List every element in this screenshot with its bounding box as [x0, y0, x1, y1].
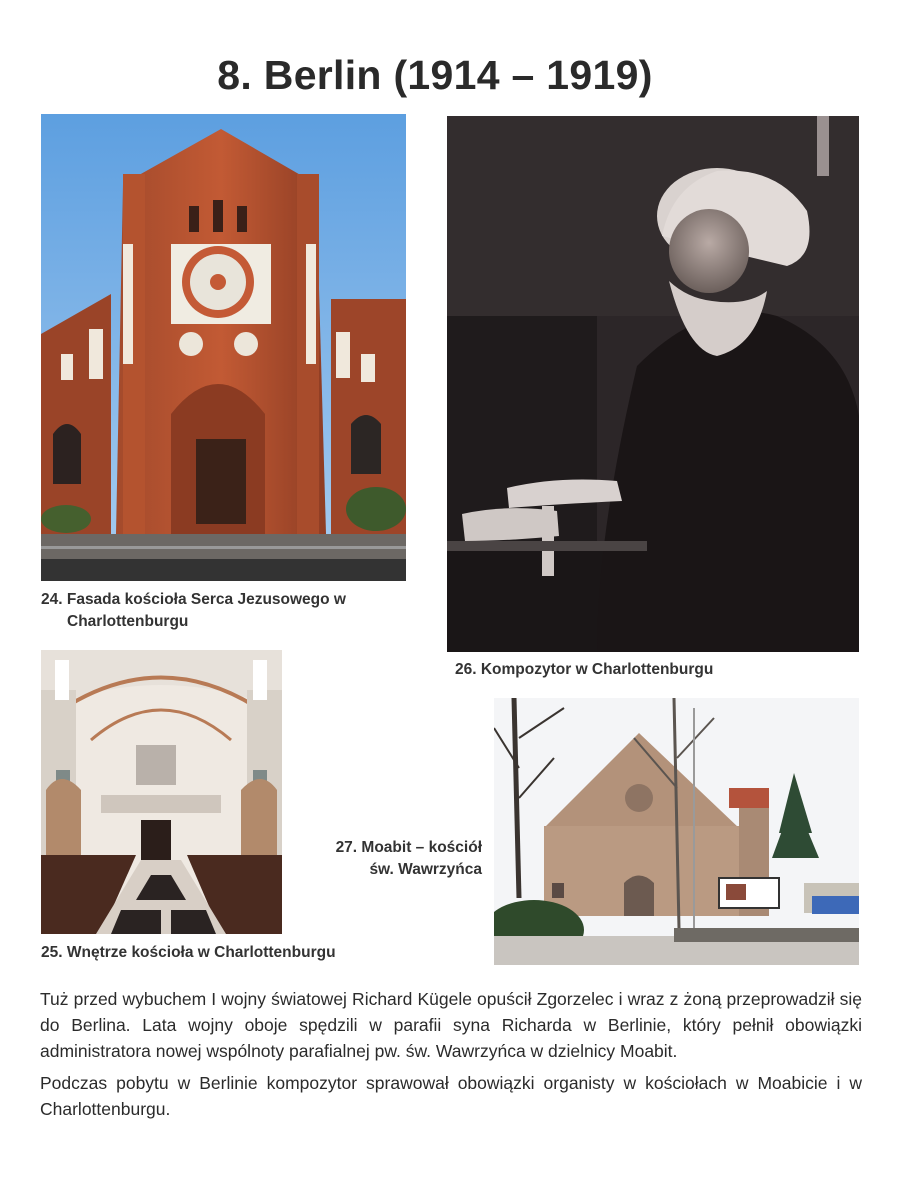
composer-photo [447, 116, 859, 652]
caption-27-line2: św. Wawrzyńca [369, 861, 482, 878]
body-text [40, 986, 862, 1128]
church-facade-photo [41, 114, 406, 581]
moabit-church-photo [494, 698, 859, 965]
caption-24-line1: 24. Fasada kościoła Serca Jezusowego w [41, 591, 346, 608]
caption-27 [310, 837, 482, 881]
paragraph-1: Tuż przed wybuchem I wojny światowej Richard Kügele opuścił Zgorzelec i wraz z żoną przeprowadził się do Berlina. Lata wojny oboje spędzili w parafii syna Richarda w Berlinie, który pełnił obowiązki administratora nowej wspólnoty parafialnej pw. św. Wawrzyńca w dzielnicy Moabit. [40, 989, 862, 1061]
church-interior-photo [41, 650, 282, 934]
caption-24-line2: Charlottenburgu [67, 613, 189, 630]
paragraph-2: Podczas pobytu w Berlinie kompozytor sprawował obowiązki organisty w kościołach w Moabicie i w Charlottenburgu. [40, 1073, 862, 1119]
caption-25: 25. Wnętrze kościoła w Charlottenburgu [41, 944, 336, 961]
caption-26: 26. Kompozytor w Charlottenburgu [455, 661, 714, 678]
caption-27-line1: 27. Moabit – kościół [335, 839, 482, 856]
page-title: 8. Berlin (1914 – 1919) [217, 52, 653, 98]
caption-24 [41, 589, 421, 633]
